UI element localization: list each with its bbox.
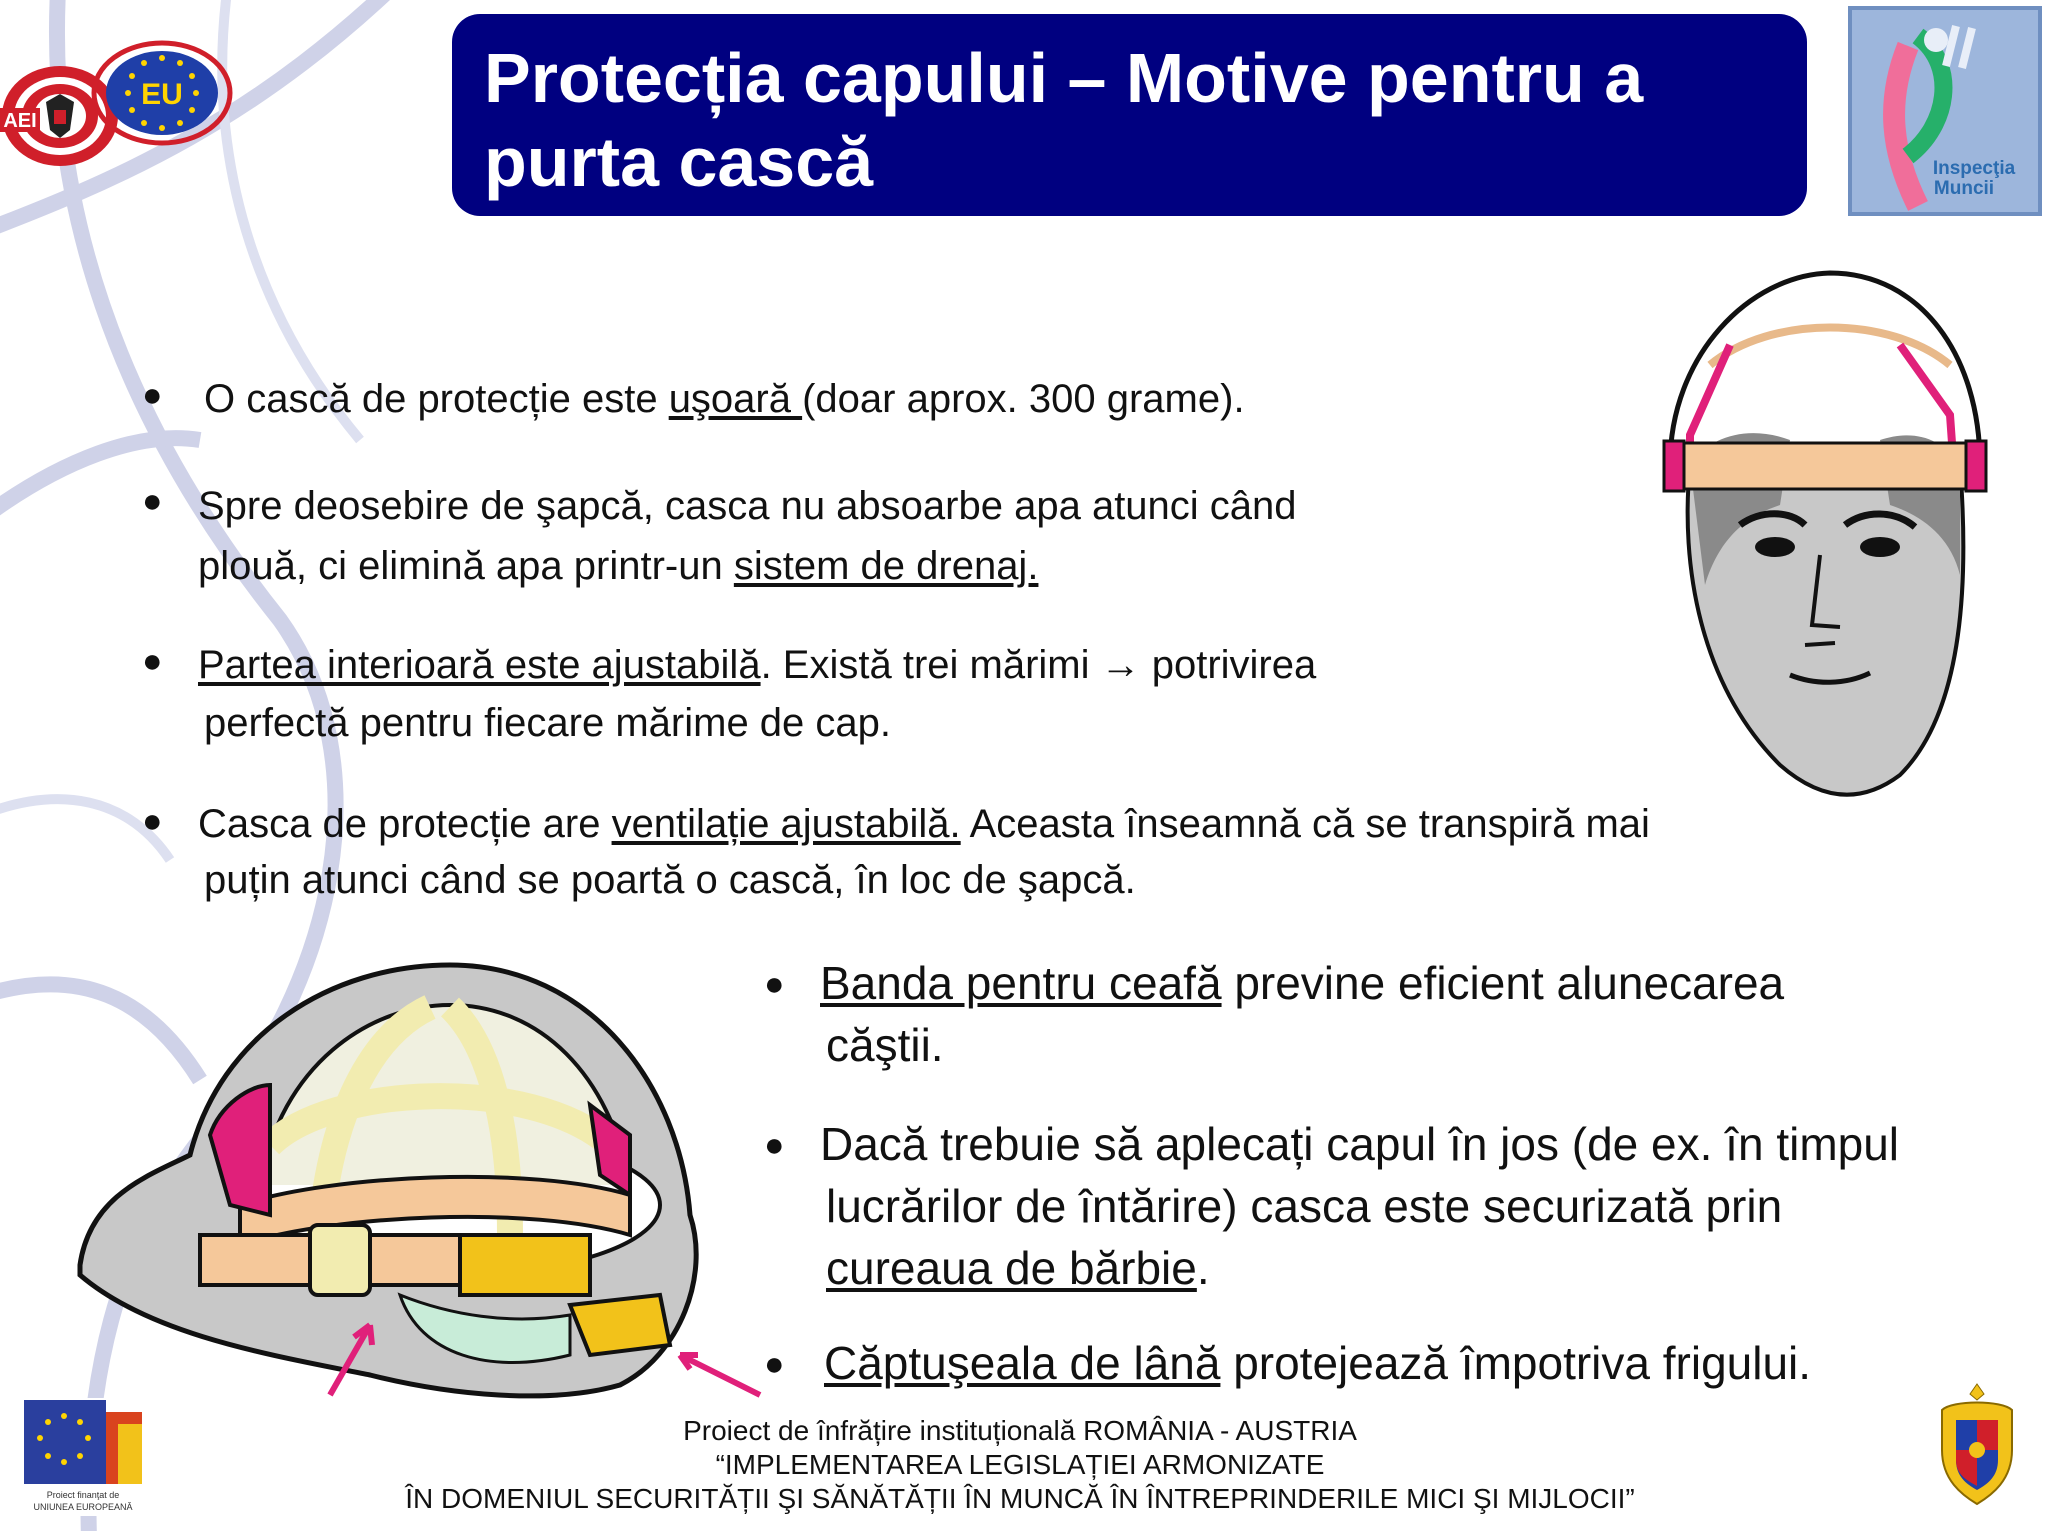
bullet-4-text: Casca de protecție are	[198, 802, 612, 846]
inspectia-muncii-logo	[1848, 6, 2042, 216]
bullet-3	[198, 636, 1316, 752]
bullet-dot: ●	[142, 376, 163, 414]
bullet-1-rest: (doar aprox. 300 grame).	[802, 377, 1245, 421]
eu-funding-caption-1: Proiect finanţat de	[46, 1490, 120, 1500]
title-line-2: purta cască	[484, 123, 874, 201]
bullet-4-underlined: ventilație ajustabilă.	[611, 802, 961, 846]
bullet-2-line-1: Spre deosebire de şapcă, casca nu absoarbe apa atunci când	[198, 484, 1297, 528]
eu-funding-logo	[22, 1398, 144, 1516]
bullet-dot: ●	[142, 642, 163, 680]
bullet-dot: ●	[142, 482, 163, 520]
helmet-bullet-2-underlined: cureaua de bărbie	[826, 1242, 1197, 1294]
bullet-3-line-2: perfectă pentru fiecare mărime de cap.	[204, 701, 892, 745]
bullet-4	[198, 796, 1650, 908]
footer-line-2: “IMPLEMENTAREA LEGISLAȚIEI ARMONIZATE	[715, 1449, 1325, 1480]
footer-line-1: Proiect de înfrățire instituțională ROMÂNIA - AUSTRIA	[683, 1415, 1357, 1446]
helmet-bullet-3-underlined: Căptuşeala de lână	[824, 1337, 1221, 1389]
bullet-2-line-2: plouă, ci elimină apa printr-un	[198, 544, 734, 588]
aei-label: AEI	[3, 110, 37, 132]
helmet-bullet-2-line-1: Dacă trebuie să aplecați capul în jos (de ex. în timpul	[820, 1118, 1900, 1170]
aei-eu-logo	[0, 38, 238, 178]
footer-line-3: ÎN DOMENIUL SECURITĂȚII ŞI SĂNĂTĂȚII ÎN MUNCĂ ÎN ÎNTREPRINDERILE MICI ŞI MIJLOCII”	[405, 1483, 1635, 1514]
helmet-bullet-1-line-2: căştii.	[826, 1019, 944, 1071]
bullet-1-text: O cască de protecție este	[204, 377, 669, 421]
bullet-2-underlined: sistem de drenaj.	[733, 544, 1039, 588]
bullet-4-rest: Aceasta înseamnă că se transpiră mai	[960, 802, 1650, 846]
romania-coat-of-arms	[1932, 1380, 2022, 1508]
bullet-dot: ●	[764, 1345, 785, 1383]
helmet-interior-illustration	[70, 935, 770, 1415]
eu-funding-caption-2: UNIUNEA EUROPEANĂ	[33, 1502, 133, 1512]
muncii-label: Muncii	[1933, 178, 1995, 199]
helmet-bullet-1-rest: previne eficient alunecarea	[1221, 957, 1785, 1009]
eu-label: EU	[141, 78, 183, 111]
bullet-1-underlined: uşoară	[668, 377, 803, 421]
bullet-1	[204, 370, 1245, 428]
bullet-dot: ●	[764, 965, 785, 1003]
bullet-3-rest: . Există trei mărimi → potrivirea	[760, 643, 1317, 687]
helmet-bullet-1-underlined: Banda pentru ceafă	[820, 957, 1222, 1009]
bullet-4-line-2: puțin atunci când se poartă o cască, în loc de şapcă.	[204, 858, 1136, 902]
helmet-bullet-1	[820, 952, 1784, 1076]
helmet-bullet-2-line-2: lucrărilor de întărire) casca este securizată prin	[826, 1180, 1783, 1232]
footer	[300, 1414, 1740, 1516]
bullet-3-underlined: Partea interioară este ajustabilă	[198, 643, 761, 687]
page-title	[484, 36, 1704, 204]
bullet-dot: ●	[142, 802, 163, 840]
title-line-1: Protecția capului – Motive pentru a	[484, 39, 1644, 117]
helmet-bullet-2-rest: .	[1196, 1242, 1210, 1294]
helmet-bullet-2	[820, 1113, 1899, 1299]
title-banner	[452, 14, 1807, 216]
bullet-dot: ●	[764, 1126, 785, 1164]
bullet-2	[198, 476, 1297, 596]
inspectia-label: Inspecţia	[1932, 158, 2016, 179]
head-with-helmet-illustration	[1630, 265, 2010, 805]
helmet-bullet-3	[824, 1332, 1811, 1394]
helmet-bullet-3-rest: protejează împotriva frigului.	[1220, 1337, 1812, 1389]
